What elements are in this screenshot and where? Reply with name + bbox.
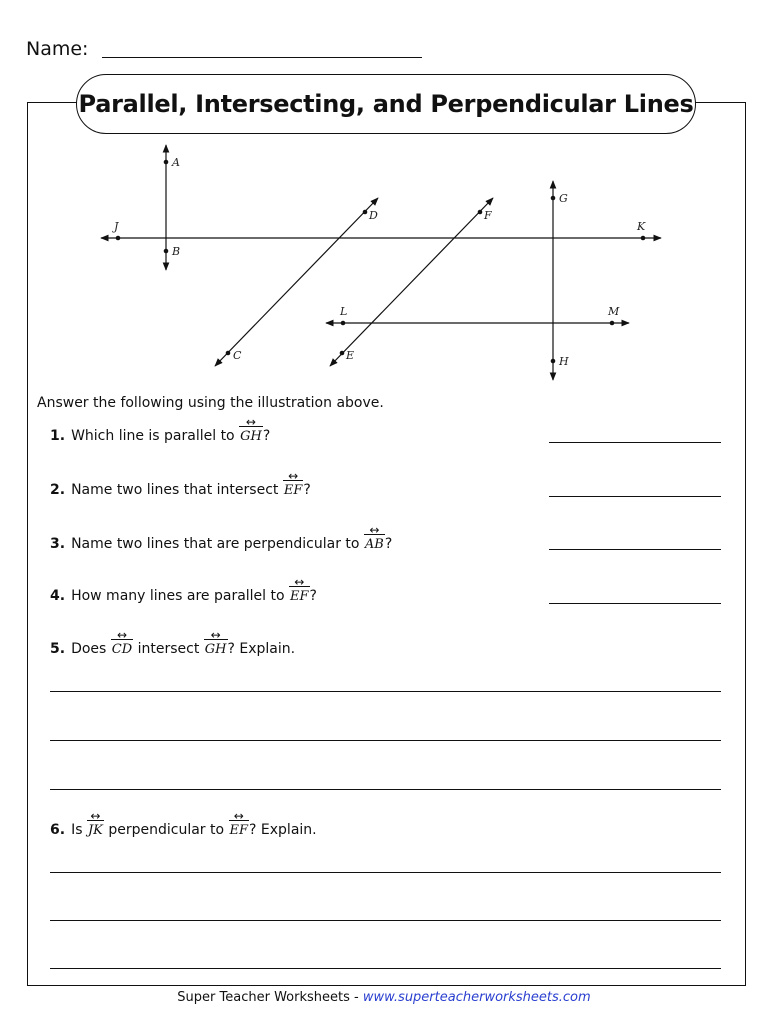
label-l: L <box>340 305 348 318</box>
answer-line-5a[interactable] <box>50 691 721 692</box>
label-j: J <box>114 220 119 233</box>
footer <box>0 990 768 1005</box>
question-text-middle: perpendicular to <box>108 822 225 838</box>
label-g: G <box>559 192 568 205</box>
question-number: 3. <box>50 536 66 552</box>
point-h <box>551 359 556 364</box>
answer-line-2[interactable] <box>549 496 721 497</box>
line-symbol: GH ↔ <box>239 429 263 444</box>
question-end: ? Explain. <box>227 641 296 657</box>
answer-line-5b[interactable] <box>50 740 721 741</box>
line-ef <box>330 198 493 366</box>
question-end: ? <box>303 482 311 498</box>
question-3 <box>50 536 392 552</box>
question-number: 6. <box>50 822 66 838</box>
question-end: ? <box>384 536 393 552</box>
line-symbol: EF ↔ <box>289 589 310 604</box>
label-h: H <box>559 355 569 368</box>
question-6 <box>50 822 317 838</box>
question-end: ? <box>309 588 317 604</box>
question-number: 2. <box>50 482 66 498</box>
label-c: C <box>233 349 242 362</box>
line-symbol: EF ↔ <box>229 823 250 838</box>
label-d: D <box>369 209 378 222</box>
answer-line-6c[interactable] <box>50 968 721 969</box>
question-text: Does <box>71 641 107 657</box>
question-number: 4. <box>50 588 66 604</box>
point-b <box>164 249 169 254</box>
answer-line-4[interactable] <box>549 603 721 604</box>
label-e: E <box>346 349 355 362</box>
label-b: B <box>172 245 181 258</box>
footer-brand: Super Teacher Worksheets - <box>177 990 359 1005</box>
answer-line-5c[interactable] <box>50 789 721 790</box>
point-d <box>363 210 368 215</box>
label-k: K <box>637 220 646 233</box>
label-f: F <box>484 209 492 222</box>
point-l <box>341 321 346 326</box>
question-text: Name two lines that are perpendicular to <box>71 536 360 552</box>
point-a <box>164 160 169 165</box>
point-c <box>226 351 231 356</box>
label-a: A <box>172 156 180 169</box>
point-k <box>641 236 646 241</box>
name-label: Name: <box>26 38 89 60</box>
answer-line-6b[interactable] <box>50 920 721 921</box>
question-2 <box>50 482 311 498</box>
line-symbol: AB ↔ <box>364 537 385 552</box>
question-text-middle: intersect <box>137 641 200 657</box>
lines-diagram <box>0 0 768 400</box>
question-text: Which line is parallel to <box>71 428 235 444</box>
point-j <box>116 236 121 241</box>
line-symbol: GH ↔ <box>204 642 228 657</box>
question-text: Name two lines that intersect <box>71 482 279 498</box>
line-cd <box>215 198 378 366</box>
question-text: Is <box>71 822 83 838</box>
question-text: How many lines are parallel to <box>71 588 285 604</box>
question-number: 1. <box>50 428 66 444</box>
point-f <box>478 210 483 215</box>
footer-url[interactable]: www.superteacherworksheets.com <box>362 990 591 1005</box>
line-symbol: EF ↔ <box>283 483 304 498</box>
question-4 <box>50 588 317 604</box>
point-g <box>551 196 556 201</box>
instructions: Answer the following using the illustration above. <box>37 395 384 411</box>
answer-line-1[interactable] <box>549 442 721 443</box>
line-symbol: CD ↔ <box>111 642 133 657</box>
point-m <box>610 321 615 326</box>
label-m: M <box>608 305 620 318</box>
answer-line-3[interactable] <box>549 549 721 550</box>
question-5 <box>50 641 295 657</box>
line-symbol: JK ↔ <box>87 823 104 838</box>
question-end: ? <box>262 428 271 444</box>
answer-line-6a[interactable] <box>50 872 721 873</box>
question-1 <box>50 428 270 444</box>
question-number: 5. <box>50 641 66 657</box>
worksheet-title: Parallel, Intersecting, and Perpendicular Lines <box>76 74 696 134</box>
point-e <box>340 351 345 356</box>
question-end: ? Explain. <box>249 822 317 838</box>
